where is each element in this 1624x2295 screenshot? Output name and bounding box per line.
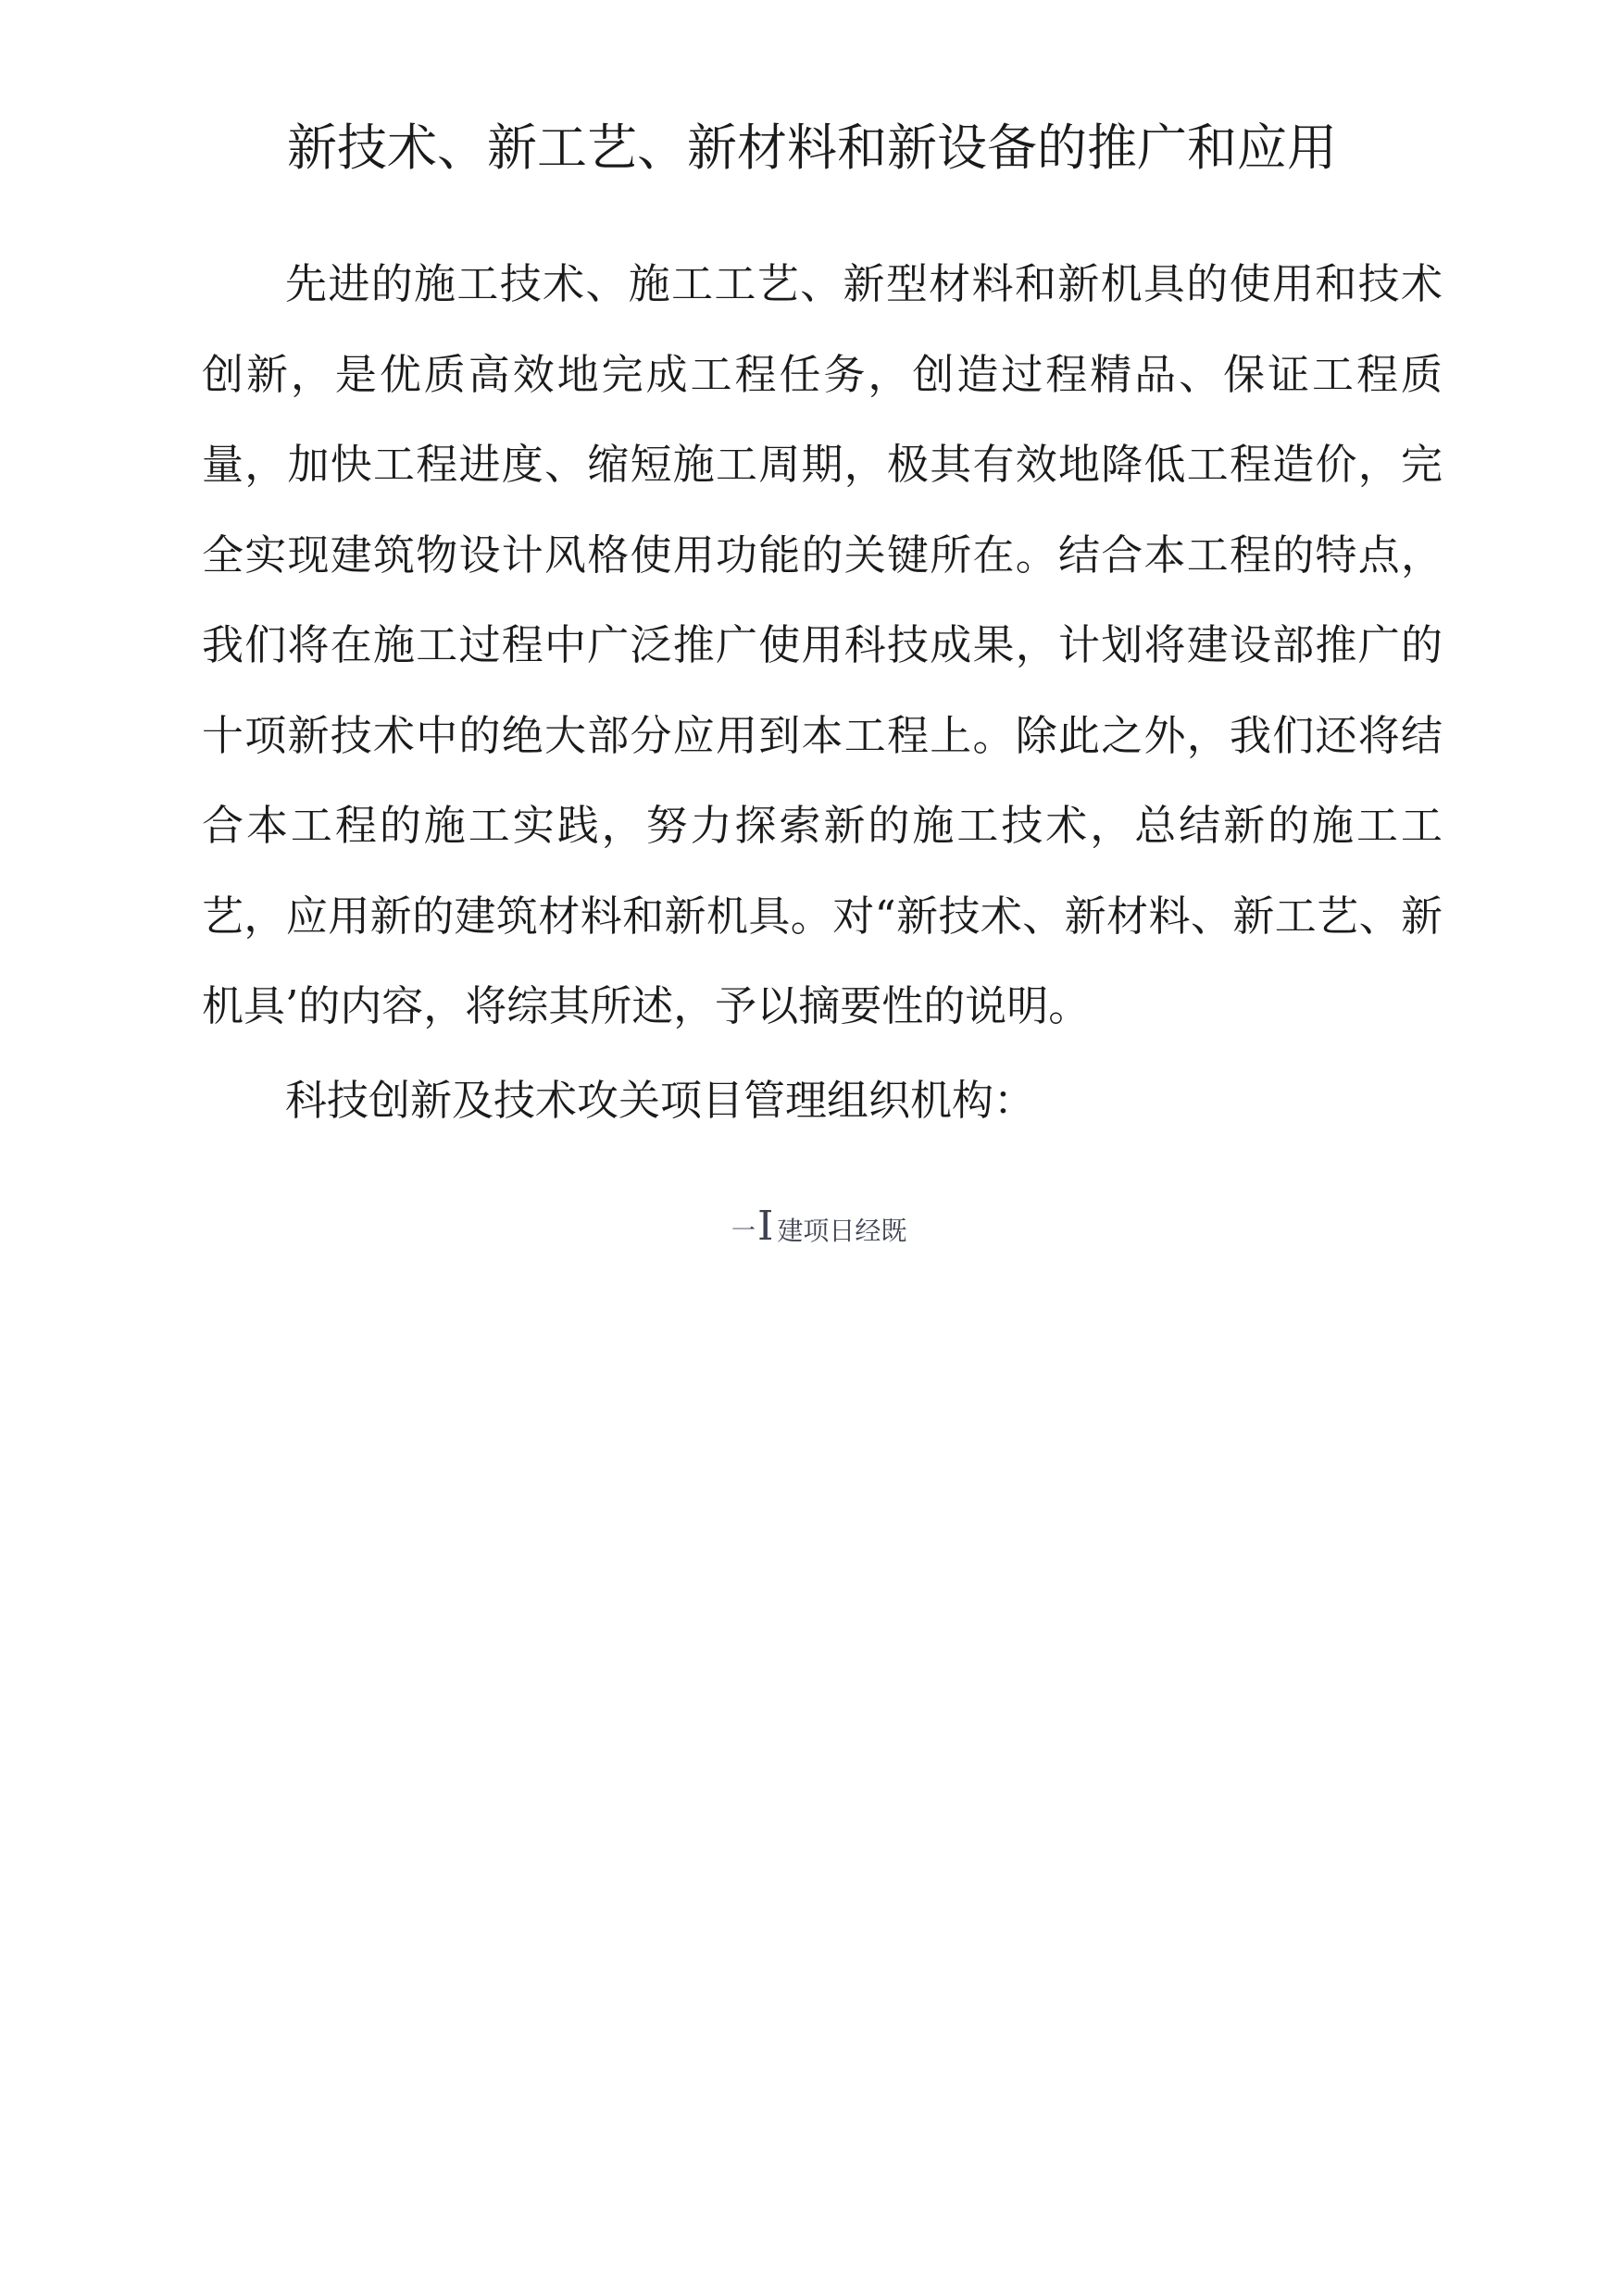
org-chart-top-node [731,1194,906,1250]
org-structure-heading: 科技创新及技术攻关项目管理组织机构： [285,1076,1036,1125]
document-title: 新技术、新工艺、新材料和新设备的推广和应用 [287,118,1337,177]
intro-paragraph: 先进的施工技术、施工工艺、新型材料和新机具的使用和技术创新，是优质高效地完成工程任务，创造过程精品、保证工程质量，加快工程进度、缩短施工周期，极其有效地降低工程造价，完全实现建筑物设计风格使用功能的关键所在。结合本工程的特点，我们将在施工过程中广泛推广使用科技成果，计划将建设部推广的十项新技术中的绝大部分应用到本工程上。除此之外，我们还将结合本工程的施工实践，努力探索新的施工技术，总结新的施工工艺，应用新的建筑材料和新机具。对“新技术、新材料、新工艺、新机具’的内容，将综其所述，予以摘要性的说明。 [202,259,1443,1030]
org-chart-connector: 一 [731,1217,756,1245]
org-chart-marker: I [757,1203,774,1250]
org-chart-node-label: 建项日经既 [777,1216,907,1246]
